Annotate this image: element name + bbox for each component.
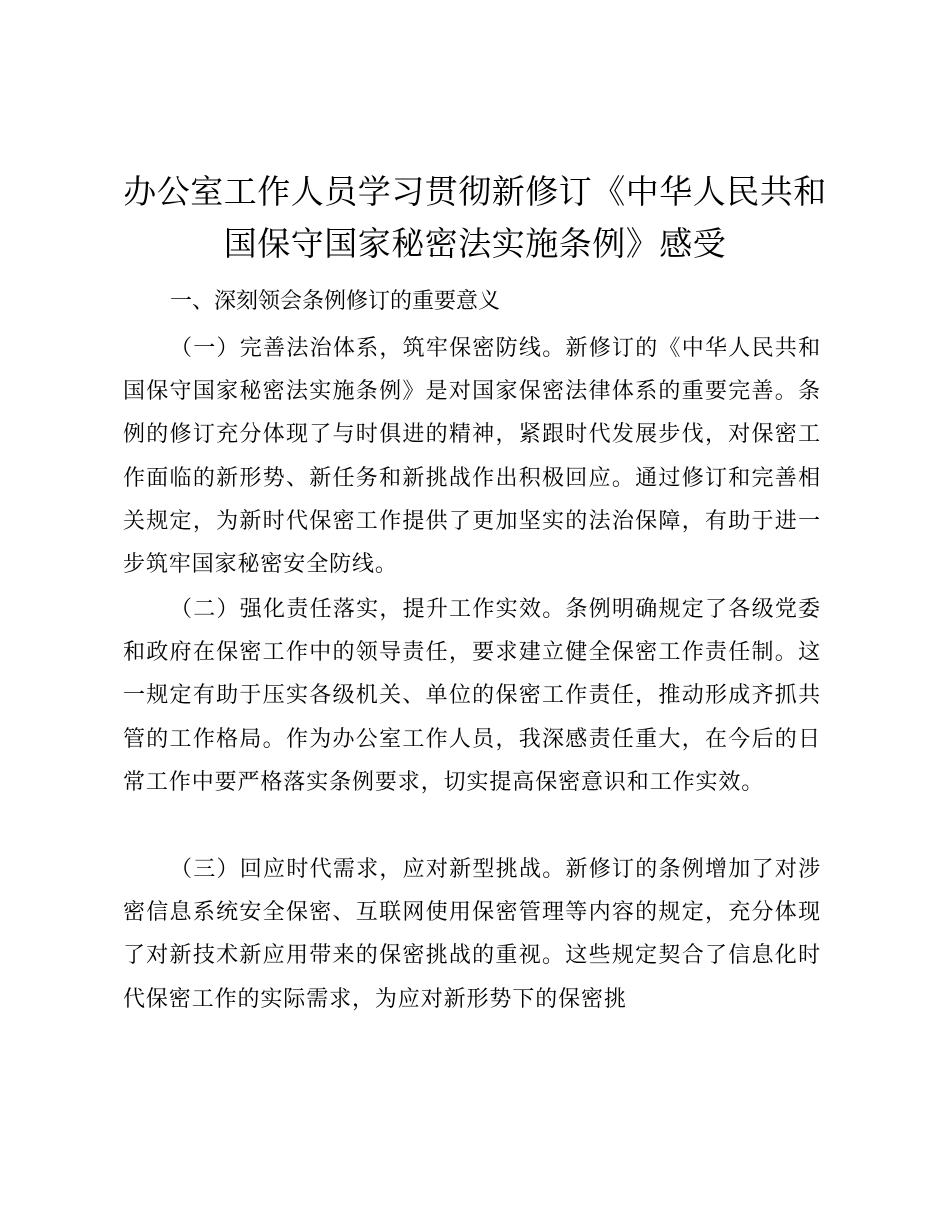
document-title: 办公室工作人员学习贯彻新修订《中华人民共和国保守国家秘密法实施条例》感受 (123, 172, 827, 263)
paragraph-3: （三）回应时代需求，应对新型挑战。新修订的条例增加了对涉密信息系统安全保密、互联网使用保密管理等内容的规定，充分体现了对新技术新应用带来的保密挑战的重视。这些规定契合了信息化时代保密工作的实际需求，为应对新形势下的保密挑 (123, 857, 821, 1012)
paragraph-2: （二）强化责任落实，提升工作实效。条例明确规定了各级党委和政府在保密工作中的领导责任，要求建立健全保密工作责任制。这一规定有助于压实各级机关、单位的保密工作责任，推动形成齐抓共管的工作格局。作为办公室工作人员，我深感责任重大，在今后的日常工作中要严格落实条例要求，切实提高保密意识和工作实效。 (123, 597, 821, 795)
paragraph-1: （一）完善法治体系，筑牢保密防线。新修订的《中华人民共和国保守国家秘密法实施条例》是对国家保密法律体系的重要完善。条例的修订充分体现了与时俱进的精神，紧跟时代发展步伐，对保密工作面临的新形势、新任务和新挑战作出积极回应。通过修订和完善相关规定，为新时代保密工作提供了更加坚实的法治保障，有助于进一步筑牢国家秘密安全防线。 (123, 336, 821, 578)
section-heading: 一、深刻领会条例修订的重要意义 (170, 289, 501, 314)
